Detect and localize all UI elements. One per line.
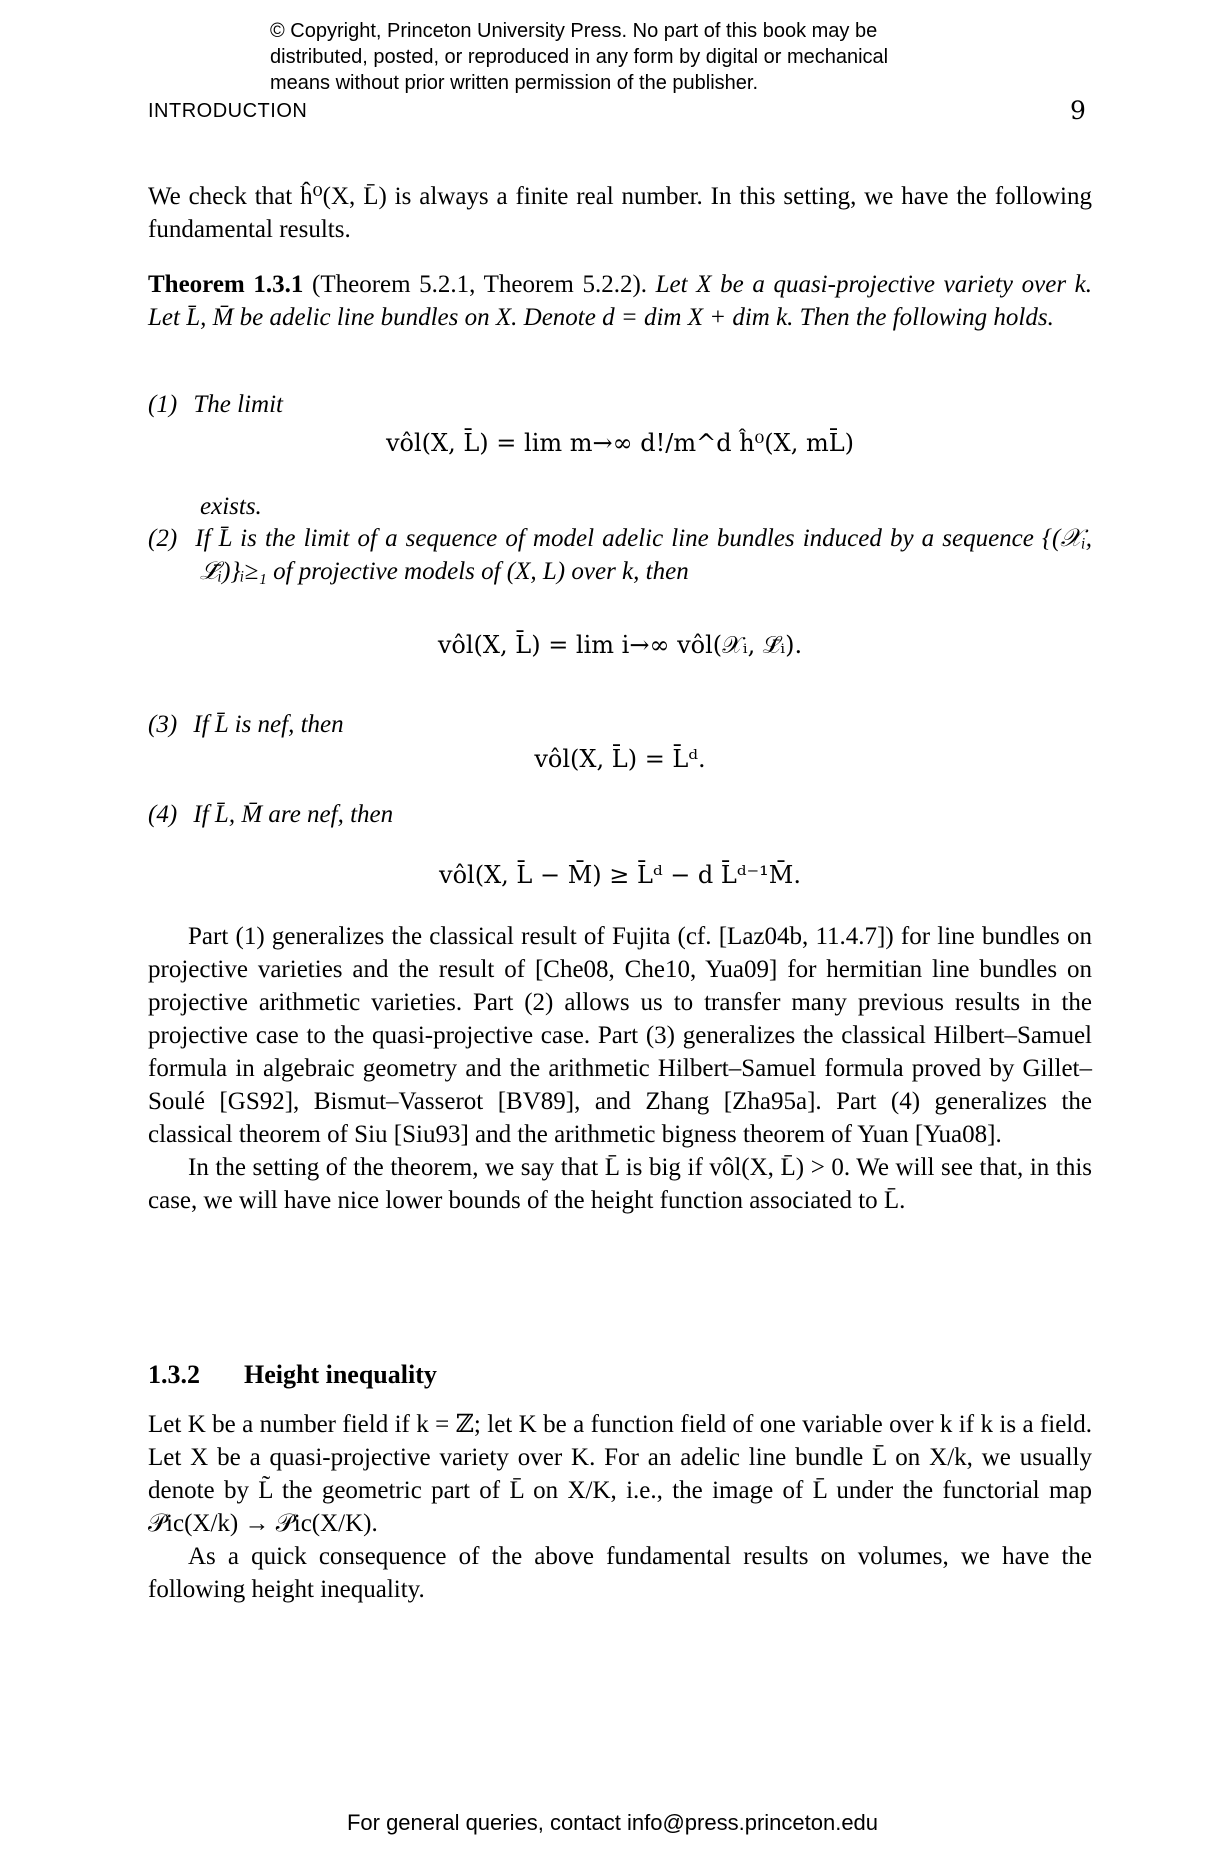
section-heading [148, 1360, 437, 1390]
height-paragraphs [148, 1408, 1092, 1606]
copyright-line: means without prior written permission of the publisher. [270, 72, 759, 94]
item-3 [148, 708, 344, 741]
item-1-label: (1) [148, 391, 178, 418]
item-4-label: (4) [148, 801, 178, 828]
copyright-notice [270, 18, 970, 96]
item-3-label: (3) [148, 711, 178, 738]
item-3-text: If L̄ is nef, then [193, 711, 344, 738]
item-4 [148, 798, 393, 831]
copyright-line: distributed, posted, or reproduced in any form by digital or mechanical [270, 46, 889, 68]
item-4-text: If L̄, M̄ are nef, then [193, 801, 394, 828]
theorem-reference: (Theorem 5.2.1, Theorem 5.2.2). [312, 271, 648, 298]
item-2-label: (2) [148, 525, 178, 552]
equation-4: vôl(X, L̄ − M̄) ≥ L̄ᵈ − d L̄ᵈ⁻¹M̄. [439, 861, 801, 889]
theorem-statement: Let X be a quasi-projective variety over k. Let L̄, M̄ be adelic line bundles on X. Denote d = dim X + dim k. Then the following holds. [148, 271, 1093, 331]
theorem-label: Theorem 1.3.1 [148, 271, 304, 298]
intro-paragraph [148, 180, 1092, 246]
height-paragraph-1: Let K be a number field if k = ℤ; let K be a function field of one variable over k if k is a field. Let X be a quasi-projective variety over K. For an adelic line bundle L̄ on X/k, we usually denote by L̃ the geometric part of L̄ on X/K, i.e., the image of L̄ under the functorial map 𝒫ic(X/k) → 𝒫ic(X/K). [148, 1411, 1092, 1537]
equation-2: vôl(X, L̄) = lim i→∞ vôl(𝒳ᵢ, ℒ̄ᵢ). [437, 631, 803, 659]
item-1 [148, 388, 283, 421]
footer-contact: For general queries, contact info@press.princeton.edu [346, 1810, 879, 1835]
paragraph-parts-text: Part (1) generalizes the classical result of Fujita (cf. [Laz04b, 11.4.7]) for line bundles on projective varieties and the result of [Che08, Che10, Yua09] for hermitian line bundles on projective arithmetic varieties. Part (2) allows us to transfer many previous results in the projective case to the quasi-projective case. Part (3) generalizes the classical Hilbert–Samuel formula in algebraic geometry and the arithmetic Hilbert–Samuel formula proved by Gillet–Soulé [GS92], Bismut–Vasserot [BV89], and Zhang [Zha95a]. Part (4) generalizes the classical theorem of Siu [Siu93] and the arithmetic bigness theorem of Yuan [Yua08]. [148, 923, 1092, 1148]
paragraph-big-text: In the setting of the theorem, we say that L̄ is big if vôl(X, L̄) > 0. We will see that, in this case, we will have nice lower bounds of the height function associated to L̄. [148, 1154, 1092, 1214]
height-paragraph-2: As a quick consequence of the above fundamental results on volumes, we have the following height inequality. [148, 1543, 1092, 1603]
equation-1: vôl(X, L̄) = lim m→∞ d!/m^d ĥ⁰(X, mL̄) [385, 429, 855, 457]
section-title: Height inequality [244, 1360, 437, 1389]
copyright-line: © Copyright, Princeton University Press. No part of this book may be [270, 20, 878, 42]
running-head: INTRODUCTION [148, 100, 308, 122]
paragraph-parts [148, 920, 1092, 1217]
equation-3: vôl(X, L̄) = L̄ᵈ. [534, 745, 706, 773]
intro-text: We check that ĥ⁰(X, L̄) is always a finite real number. In this setting, we have the following fundamental results. [148, 183, 1092, 243]
item-2 [148, 522, 1092, 588]
page-number: 9 [1070, 96, 1086, 125]
item-2-text: If L̄ is the limit of a sequence of model adelic line bundles induced by a sequence {(𝒳ᵢ, ℒ̄ᵢ)}ᵢ≥₁ of projective models of (X, L) over k, then [195, 525, 1093, 585]
item-1-after: exists. [200, 493, 262, 520]
theorem-block [148, 268, 1092, 334]
item-1-text: The limit [193, 391, 283, 418]
section-number: 1.3.2 [148, 1360, 200, 1389]
